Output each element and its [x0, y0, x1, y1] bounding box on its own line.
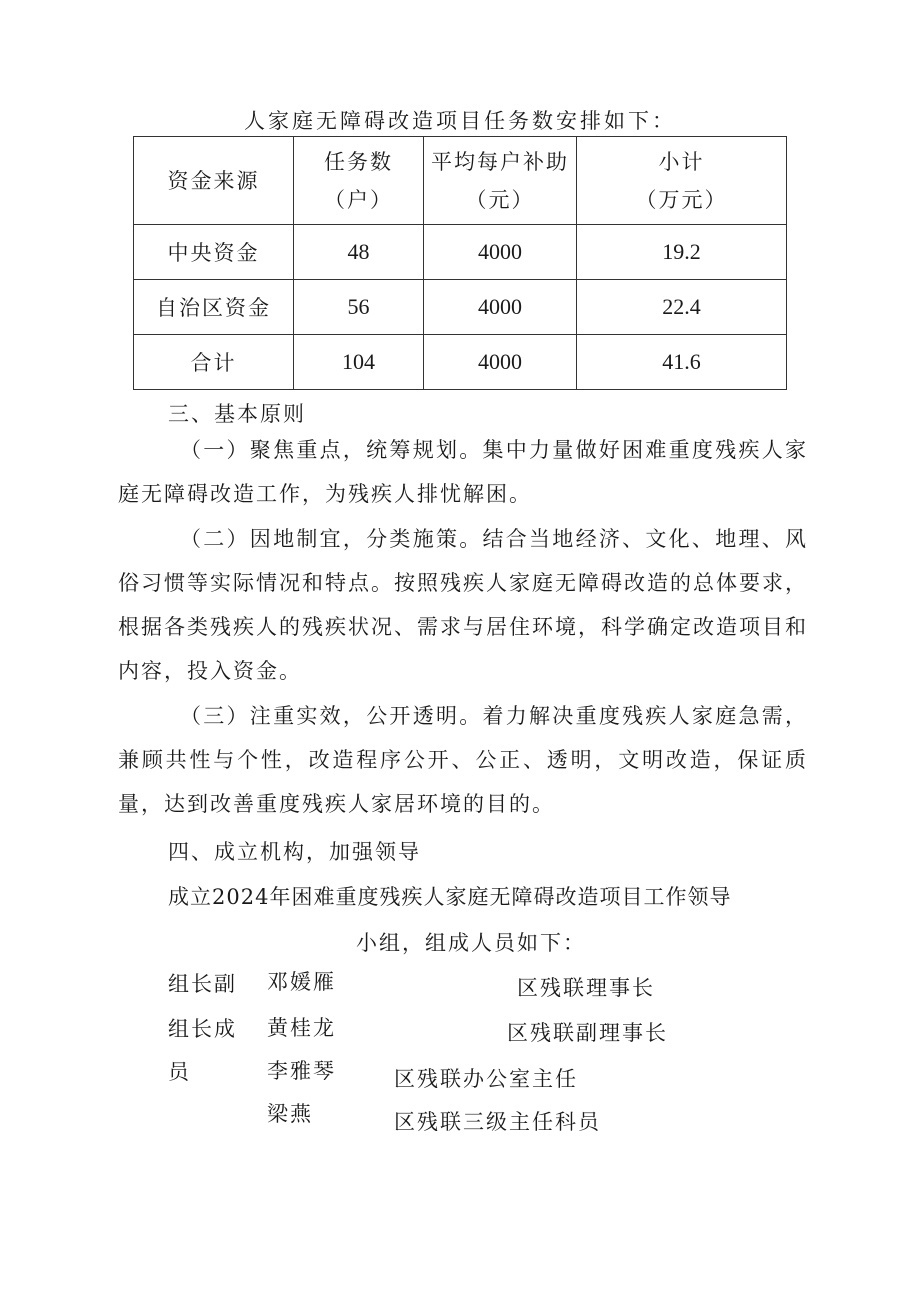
role-label: 员 — [168, 1060, 191, 1084]
header-cell-subtotal: 小计 （万元） — [577, 137, 787, 225]
table-cell: 56 — [294, 280, 424, 335]
member-name: 李雅琴 — [267, 1059, 336, 1083]
member-title: 区残联三级主任科员 — [394, 1110, 601, 1134]
table-cell: 41.6 — [577, 335, 787, 390]
table-cell: 19.2 — [577, 225, 787, 280]
paragraph-principle-1: （一）聚焦重点，统筹规划。集中力量做好困难重度残疾人家庭无障碍改造工作，为残疾人排忧解困。 — [118, 438, 808, 506]
member-title: 区残联理事长 — [517, 976, 655, 1000]
organization-intro-line2: 小组，组成人员如下： — [356, 931, 586, 955]
member-name: 梁燕 — [267, 1102, 313, 1126]
table-header-row — [134, 137, 787, 225]
table-cell: 4000 — [424, 280, 577, 335]
role-label: 组长副 — [168, 972, 237, 996]
section-heading-organization: 四、成立机构，加强领导 — [168, 840, 421, 864]
table-cell: 22.4 — [577, 280, 787, 335]
member-title: 区残联副理事长 — [507, 1021, 668, 1045]
table-cell: 48 — [294, 225, 424, 280]
table-row — [134, 335, 787, 390]
table-cell: 4000 — [424, 225, 577, 280]
role-label: 组长成 — [168, 1017, 237, 1041]
section-heading-principles: 三、基本原则 — [168, 402, 306, 426]
member-name: 邓媛雁 — [267, 970, 336, 994]
paragraph-principle-3: （三）注重实效，公开透明。着力解决重度残疾人家庭急需，兼顾共性与个性，改造程序公开、公正、透明，文明改造，保证质量，达到改善重度残疾人家居环境的目的。 — [118, 704, 808, 816]
header-cell-subsidy: 平均每户补助 （元） — [424, 137, 577, 225]
table-cell: 合计 — [134, 335, 294, 390]
header-cell-source: 资金来源 — [134, 137, 294, 225]
organization-intro-line: 成立2024年困难重度残疾人家庭无障碍改造项目工作领导 — [168, 885, 732, 909]
table-caption: 人家庭无障碍改造项目任务数安排如下： — [244, 109, 676, 133]
table-row — [134, 225, 787, 280]
table-row — [134, 280, 787, 335]
table-cell: 4000 — [424, 335, 577, 390]
member-name: 黄桂龙 — [267, 1016, 336, 1040]
member-title: 区残联办公室主任 — [394, 1067, 578, 1091]
table-cell: 自治区资金 — [134, 280, 294, 335]
table-cell: 中央资金 — [134, 225, 294, 280]
allocation-table — [133, 136, 787, 390]
header-cell-tasks: 任务数 （户） — [294, 137, 424, 225]
paragraph-principle-2: （二）因地制宜，分类施策。结合当地经济、文化、地理、风俗习惯等实际情况和特点。按照残疾人家庭无障碍改造的总体要求，根据各类残疾人的残疾状况、需求与居住环境，科学确定改造项目和内容，投入资金。 — [118, 527, 808, 683]
table-cell: 104 — [294, 335, 424, 390]
